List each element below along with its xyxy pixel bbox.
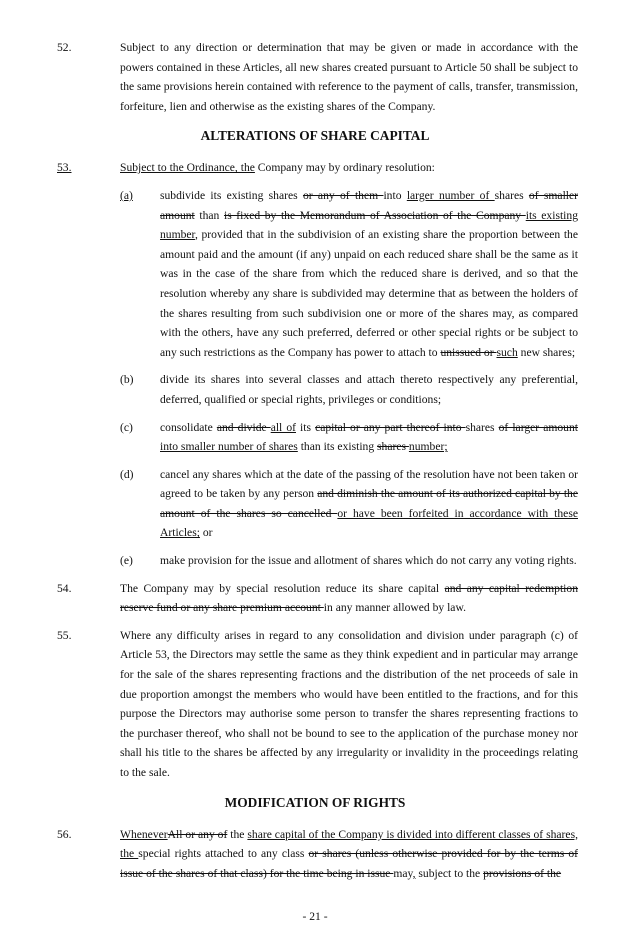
inserted-text: ,: [412, 866, 416, 880]
deleted-text: or any of them: [302, 188, 384, 202]
clause-53b: [0, 370, 578, 409]
clause-number: (a): [120, 188, 133, 202]
clause-53: [0, 158, 578, 178]
inserted-text: share capital of the Company is divided into different classes of shares, the: [120, 827, 578, 861]
text-segment: divide its shares into several classes and attach thereto respectively any preferential, deferred, qualified or special rights, privileges or conditions;: [160, 373, 578, 406]
heading-alterations-of-share-capital: ALTERATIONS OF SHARE CAPITAL: [200, 128, 430, 144]
clause-text: [120, 38, 578, 116]
clause-53c: [0, 418, 578, 457]
clause-number: (d): [120, 467, 134, 481]
text-segment: shares: [465, 420, 499, 434]
text-segment: Where any difficulty arises in regard to any consolidation and division under paragraph (c) of Article 53, the Directors may settle the same as they think expedient and in particular may arrange for the sale of the shares representing fractions and the distribution of the net proceeds of sale in due proportion amongst the members who would have been entitled to the fractions, and for this purpose the Directors may authorise some person to transfer the shares representing fractions to the purchaser thereof, who shall not be bound to see to the application of the purchase money nor shall his title to the shares be affected by any irregularity or invalidity in the proceedings relating to the sale.: [120, 628, 578, 779]
text-segment: the: [227, 827, 248, 841]
text-segment: subdivide its existing shares: [160, 188, 303, 202]
clause-53a: [0, 186, 578, 362]
clause-group-56: [0, 825, 630, 884]
clause-text: [160, 418, 578, 457]
clause-53d: [0, 465, 578, 543]
inserted-text: all of: [270, 420, 296, 434]
deleted-text: unissued or: [440, 345, 497, 359]
deleted-text: and diminish the amount of its authorized capital by the amount of the shares so cancelled: [160, 487, 579, 520]
text-segment: than: [194, 208, 224, 222]
inserted-text: into smaller number of shares: [160, 440, 298, 454]
clause-number: (c): [120, 420, 133, 434]
heading-modification-of-rights: MODIFICATION OF RIGHTS: [224, 794, 406, 810]
deleted-text: of smaller amount: [160, 188, 579, 222]
deleted-text: and any capital redemption reserve fund or any share premium account: [120, 581, 578, 615]
text-segment: consolidate: [160, 420, 217, 434]
deleted-text: or shares (unless otherwise provided for by the terms of issue of the shares of that class) for the time being in issue: [120, 847, 578, 880]
text-segment: subject to the: [415, 866, 484, 880]
text-segment: its: [296, 420, 316, 434]
clause-text: [160, 551, 578, 571]
text-segment: into: [383, 188, 407, 202]
inserted-text: or have been forfeited in accordance with these Articles;: [160, 506, 578, 540]
text-segment: or: [199, 526, 213, 540]
text-segment: make provision for the issue and allotment of shares which do not carry any voting rights.: [160, 554, 577, 568]
clause-number: 53.: [57, 161, 72, 175]
text-segment: The Company may by special resolution reduce its share capital: [120, 581, 445, 595]
clause-number: 56.: [57, 827, 72, 841]
clause-number: 55.: [57, 628, 72, 642]
text-segment: special rights attached to any class: [138, 847, 309, 861]
text-segment: Subject to any direction or determination that may be given or made in accordance with the powers contained in these Articles, all new shares created pursuant to Article 50 shall be subject to the same provisions herein contained with reference to the payment of calls, transfer, transmission, forfeiture, lien and otherwise as the existing shares of the Company.: [120, 41, 578, 113]
clause-55: [0, 626, 578, 783]
deleted-text: shares: [377, 440, 409, 454]
clause-number: 52.: [57, 41, 72, 54]
deleted-text: of larger amount: [498, 420, 578, 434]
text-segment: Company may by ordinary resolution:: [254, 161, 435, 175]
clause-number: (b): [120, 373, 134, 387]
clause-text: [120, 825, 578, 884]
text-segment: in any manner allowed by law.: [323, 601, 466, 615]
deleted-text: and divide: [216, 420, 271, 434]
clause-number: (e): [120, 554, 133, 568]
inserted-text: such: [496, 345, 518, 359]
text-segment: cancel any shares which at the date of the passing of the resolution have not been taken or agreed to be taken by any person: [160, 467, 578, 501]
text-segment: , provided that in the subdivision of an existing share the proportion between the amount paid and the amount (if any) unpaid on each reduced share shall be the same as it was in the case of the share from which the reduced share is derived, and so that the resolution whereby any share is subdivided may determine that as between the holders of the shares resulting from such subdivision one or more of the shares may, as compared with the others, have any such preferred, deferred or other special rights or be subject to any such restrictions as the Company has power to attach to: [160, 228, 578, 359]
text-segment: new shares;: [517, 345, 576, 359]
deleted-text: is fixed by the Memorandum of Association of the Company: [223, 208, 526, 222]
deleted-text: capital or any part thereof into: [315, 420, 466, 434]
clause-52: [0, 38, 578, 116]
clause-53e: [0, 551, 578, 571]
clause-56: [0, 825, 578, 884]
deleted-text: provisions of the: [483, 866, 562, 880]
page-number: - 21 -: [302, 910, 328, 924]
clause-text: [160, 186, 578, 362]
text-segment: may: [393, 866, 413, 880]
inserted-text: number;: [408, 440, 448, 454]
text-segment: than its existing: [297, 440, 378, 454]
deleted-text: All or any of: [167, 827, 228, 841]
text-segment: shares: [494, 188, 529, 202]
clause-group-52: [0, 38, 630, 116]
clause-54: [0, 579, 578, 618]
clause-text: [160, 465, 578, 543]
inserted-text: larger number of: [406, 188, 495, 202]
clause-number: 54.: [57, 581, 72, 595]
inserted-text: Whenever: [120, 827, 168, 841]
clause-text: [160, 370, 578, 409]
inserted-text: Subject to the Ordinance, the: [120, 161, 255, 175]
clause-text: [120, 158, 578, 178]
clause-text: [120, 626, 578, 783]
clause-group-53-55: [0, 158, 630, 782]
inserted-text: its existing number: [160, 208, 578, 242]
clause-text: [120, 579, 578, 618]
